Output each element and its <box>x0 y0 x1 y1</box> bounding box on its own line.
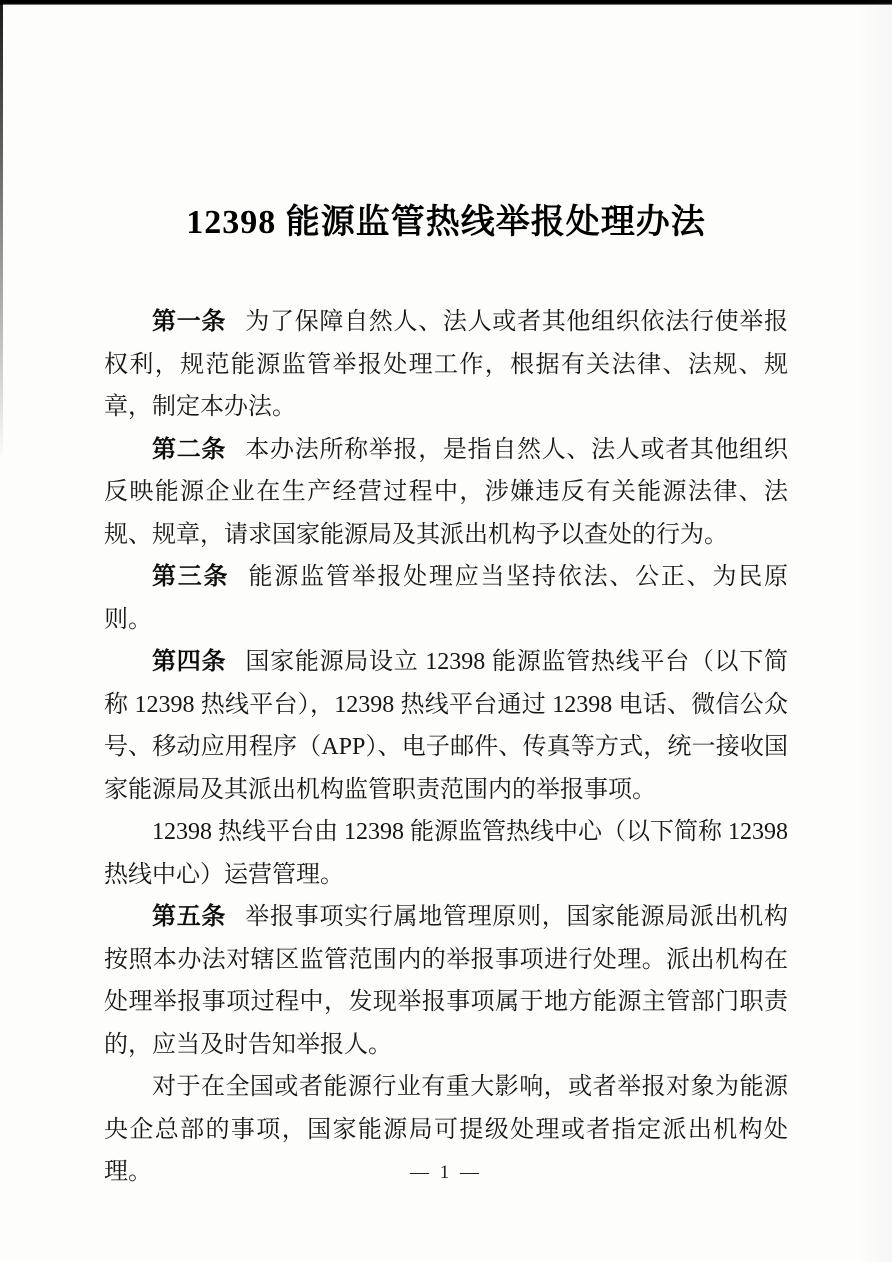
scan-left-edge <box>0 0 3 460</box>
article-text: 12398 热线平台由 12398 能源监管热线中心（以下简称 12398 热线中心）运营管理。 <box>104 819 788 888</box>
paragraph <box>104 811 788 896</box>
paragraph <box>104 896 788 1066</box>
paragraph <box>104 641 788 811</box>
paragraph <box>104 301 788 429</box>
paragraph <box>104 556 788 641</box>
article-number: 第二条 <box>152 435 227 463</box>
article-number: 第四条 <box>152 648 227 676</box>
article-text: 举报事项实行属地管理原则，国家能源局派出机构按照本办法对辖区监管范围内的举报事项进行处理。派出机构在处理举报事项过程中，发现举报事项属于地方能源主管部门职责的，应当及时告知举报人。 <box>104 904 789 1058</box>
article-number: 第五条 <box>152 903 227 931</box>
article-text: 能源监管举报处理应当坚持依法、公正、为民原则。 <box>104 564 789 633</box>
document-body <box>104 301 788 1194</box>
page-number: — 1 — <box>410 1162 482 1183</box>
article-number: 第一条 <box>152 308 227 336</box>
article-text: 国家能源局设立 12398 能源监管热线平台（以下简称 12398 热线平台），12398 热线平台通过 12398 电话、微信公众号、移动应用程序（APP）、电子邮件、传真等方式，统一接收国家能源局及其派出机构监管职责范围内的举报事项。 <box>104 649 789 803</box>
article-text: 对于在全国或者能源行业有重大影响，或者举报对象为能源央企总部的事项，国家能源局可提级处理或者指定派出机构处理。 <box>104 1074 788 1186</box>
article-number: 第三条 <box>152 563 230 591</box>
article-text: 本办法所称举报，是指自然人、法人或者其他组织反映能源企业在生产经营过程中，涉嫌违反有关能源法律、法规、规章，请求国家能源局及其派出机构予以查处的行为。 <box>104 436 789 548</box>
article-text: 为了保障自然人、法人或者其他组织依法行使举报权利，规范能源监管举报处理工作，根据有关法律、法规、规章，制定本办法。 <box>104 309 789 421</box>
paragraph <box>104 429 788 557</box>
scan-top-edge <box>0 0 892 5</box>
document-title: 12398 能源监管热线举报处理办法 <box>186 204 706 241</box>
